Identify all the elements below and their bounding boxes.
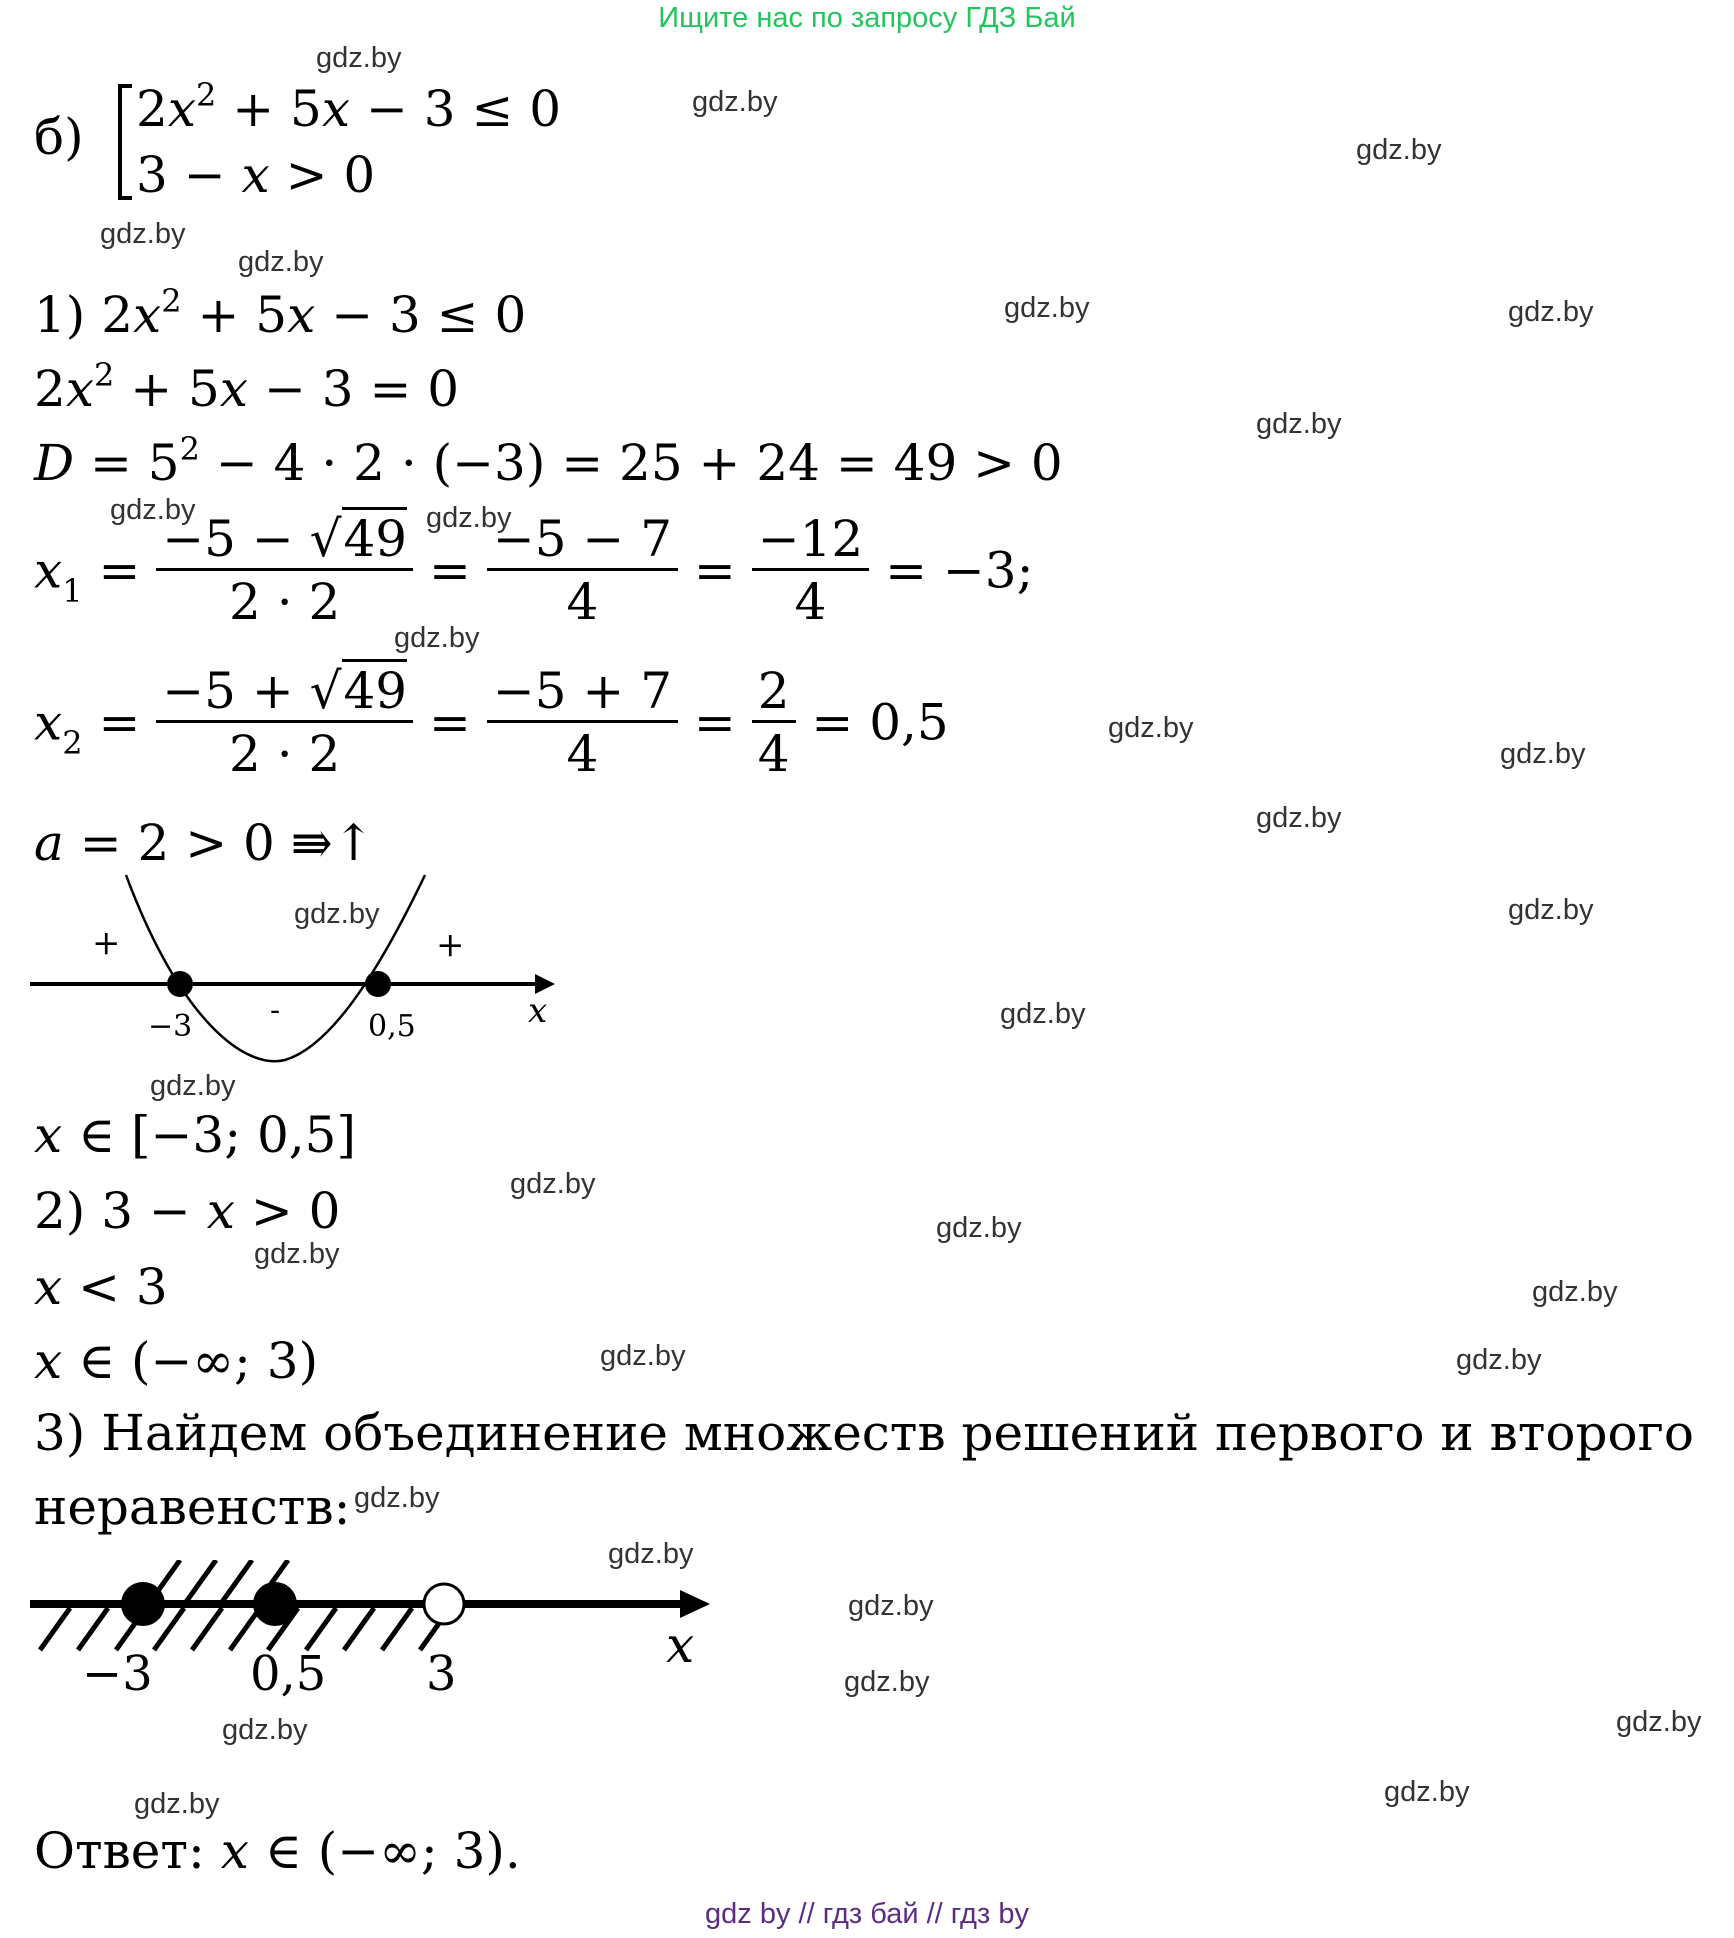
watermark: gdz.by bbox=[1500, 738, 1586, 770]
watermark: gdz.by bbox=[600, 1340, 686, 1372]
sign-minus-middle: - bbox=[270, 993, 281, 1028]
watermark: gdz.by bbox=[1384, 1776, 1470, 1808]
watermark: gdz.by bbox=[1256, 408, 1342, 440]
point-0-5 bbox=[253, 1582, 297, 1626]
watermark: gdz.by bbox=[608, 1538, 694, 1570]
root-point-1 bbox=[167, 971, 193, 997]
task-label: б) bbox=[34, 108, 84, 166]
union-axis-arrow bbox=[680, 1590, 710, 1618]
watermark: gdz.by bbox=[1108, 712, 1194, 744]
watermark: gdz.by bbox=[1508, 894, 1594, 926]
watermark: gdz.by bbox=[134, 1788, 220, 1820]
union-label-3: 3 bbox=[426, 1646, 457, 1702]
watermark: gdz.by bbox=[394, 622, 480, 654]
watermark: gdz.by bbox=[222, 1714, 308, 1746]
watermark: gdz.by bbox=[254, 1238, 340, 1270]
answer-line: Ответ: x ∈ (−∞; 3). bbox=[34, 1822, 521, 1880]
watermark: gdz.by bbox=[692, 86, 778, 118]
leading-coefficient: a = 2 > 0 ⇛↑ bbox=[34, 814, 375, 872]
union-label-0-5: 0,5 bbox=[250, 1646, 327, 1702]
watermark: gdz.by bbox=[844, 1666, 930, 1698]
watermark: gdz.by bbox=[1532, 1276, 1618, 1308]
step2-line: x < 3 bbox=[34, 1258, 168, 1316]
watermark: gdz.by bbox=[316, 42, 402, 74]
sign-plus-left: + bbox=[92, 923, 121, 963]
hatching-below bbox=[40, 1608, 450, 1650]
watermark: gdz.by bbox=[510, 1168, 596, 1200]
root-label-1: −3 bbox=[148, 1009, 193, 1044]
watermark: gdz.by bbox=[1356, 134, 1442, 166]
step1-equation: $2x^2 + 5x - 3 = 0$ bbox=[34, 356, 460, 418]
step2-header: 2) 3 − x > 0 bbox=[34, 1182, 341, 1240]
search-banner[interactable]: Ищите нас по запросу ГДЗ Бай bbox=[658, 2, 1076, 34]
step1-inequality: 1) $2x^2 + 5x - 3 \le 0$ bbox=[34, 282, 527, 344]
watermark: gdz.by bbox=[848, 1590, 934, 1622]
union-label-minus-3: −3 bbox=[82, 1646, 153, 1702]
step2-solution: x ∈ (−∞; 3) bbox=[34, 1332, 319, 1390]
step1-solution: x ∈ [−3; 0,5] bbox=[34, 1106, 356, 1164]
watermark: gdz.by bbox=[354, 1482, 440, 1514]
watermark: gdz.by bbox=[1616, 1706, 1702, 1738]
x1-formula: $x_1$ = $\frac{-5 - √49}{2 \cdot 2}$ = $\frac{-5 - 7}{4}$ = $\frac{-12}{4}$ = −3; bbox=[34, 518, 1033, 631]
x2-formula: $x_2$ = $\frac{-5 + √49}{2 \cdot 2}$ = $\frac{-5 + 7}{4}$ = $\frac{2}{4}$ = 0,5 bbox=[34, 670, 949, 783]
axis-label: x bbox=[528, 991, 548, 1031]
watermark: gdz.by bbox=[1456, 1344, 1542, 1376]
watermark: gdz.by bbox=[936, 1212, 1022, 1244]
watermark: gdz.by bbox=[110, 494, 196, 526]
system-bracket bbox=[118, 84, 132, 200]
union-axis-label: x bbox=[666, 1616, 695, 1674]
watermark: gdz.by bbox=[426, 502, 512, 534]
watermark: gdz.by bbox=[100, 218, 186, 250]
discriminant-line: $D = 5^2 - 4 \cdot 2 \cdot (-3) = 25 + 24 = 49 > 0$ bbox=[34, 430, 1063, 492]
watermark: gdz.by bbox=[1508, 296, 1594, 328]
union-number-line bbox=[30, 1560, 730, 1740]
point-minus-3 bbox=[121, 1582, 165, 1626]
system-line-2: 3 − x > 0 bbox=[136, 146, 376, 204]
watermark: gdz.by bbox=[150, 1070, 236, 1102]
watermark: gdz.by bbox=[1256, 802, 1342, 834]
root-point-2 bbox=[365, 971, 391, 997]
system-line-1: $2x^2 + 5x - 3 \le 0$ bbox=[136, 76, 562, 138]
watermark: gdz.by bbox=[238, 246, 324, 278]
step3-text-line2: неравенств: bbox=[34, 1478, 351, 1536]
watermark: gdz.by bbox=[1000, 998, 1086, 1030]
watermark: gdz.by bbox=[294, 898, 380, 930]
point-3-open bbox=[424, 1584, 464, 1624]
sign-plus-right: + bbox=[436, 925, 465, 965]
root-label-2: 0,5 bbox=[368, 1009, 416, 1044]
footer-links[interactable]: gdz by // гдз бай // гдз by bbox=[705, 1898, 1029, 1930]
watermark: gdz.by bbox=[1004, 292, 1090, 324]
step3-text-line1: 3) Найдем объединение множеств решений первого и второго bbox=[34, 1404, 1694, 1462]
